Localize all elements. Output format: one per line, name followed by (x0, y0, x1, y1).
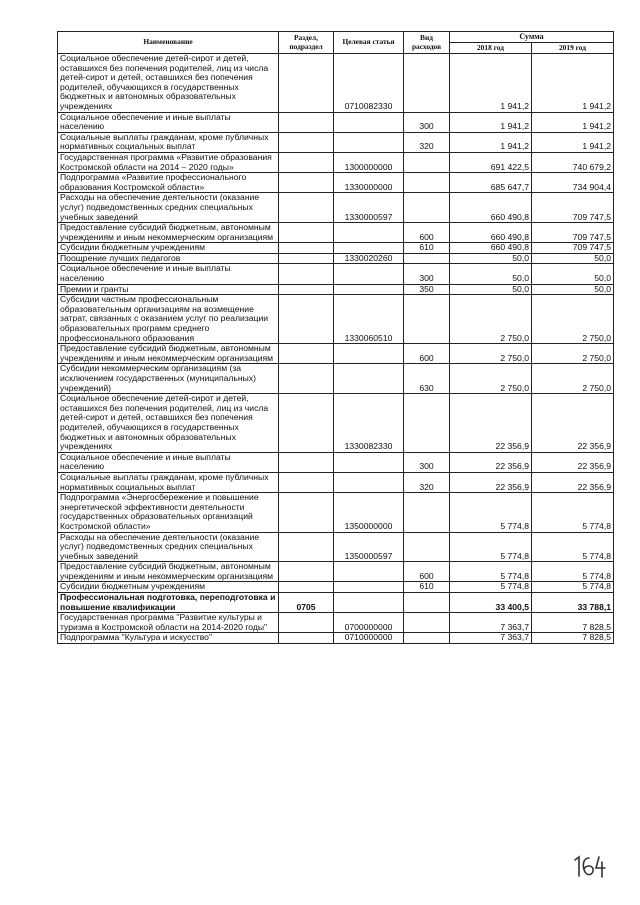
table-row (58, 243, 614, 254)
cell-y2019: 709 747,5 (532, 243, 614, 254)
cell-target (334, 112, 404, 132)
cell-section (279, 364, 334, 394)
cell-y2018: 1 941,2 (450, 112, 532, 132)
cell-type (404, 193, 450, 223)
cell-target: 0700000000 (334, 613, 404, 633)
cell-section (279, 112, 334, 132)
cell-type (404, 633, 450, 644)
cell-y2019: 1 941,2 (532, 54, 614, 113)
cell-name: Социальное обеспечение детей-сирот и детей, оставшихся без попечения родителей, лиц из числа детей-сирот и детей, оставшихся без попечения родителей, обучающихся в государственных бюджетных и автономных образовательных учреждениях (58, 54, 279, 113)
cell-y2018: 22 356,9 (450, 452, 532, 472)
cell-y2018: 2 750,0 (450, 344, 532, 364)
cell-section (279, 264, 334, 284)
cell-name: Профессиональная подготовка, переподготовка и повышение квалификации (58, 593, 279, 613)
cell-y2018: 2 750,0 (450, 364, 532, 394)
cell-type (404, 613, 450, 633)
cell-y2018: 50,0 (450, 253, 532, 264)
cell-y2019: 740 679,2 (532, 152, 614, 172)
header-section: Раздел, подраздел (279, 32, 334, 54)
cell-y2018: 33 400,5 (450, 593, 532, 613)
cell-name: Расходы на обеспечение деятельности (оказание услуг) подведомственных средних специальных учебных заведений (58, 193, 279, 223)
cell-target: 1350000000 (334, 493, 404, 532)
cell-section (279, 54, 334, 113)
cell-target (334, 364, 404, 394)
cell-name: Социальное обеспечение и иные выплаты населению (58, 452, 279, 472)
cell-y2018: 50,0 (450, 264, 532, 284)
cell-y2019: 5 774,8 (532, 582, 614, 593)
cell-y2018: 685 647,7 (450, 173, 532, 193)
cell-section (279, 173, 334, 193)
header-2018: 2018 год (450, 43, 532, 54)
cell-section (279, 284, 334, 295)
cell-y2019: 2 750,0 (532, 344, 614, 364)
cell-name: Подпрограмма "Культура и искусство" (58, 633, 279, 644)
cell-section (279, 132, 334, 152)
cell-y2018: 22 356,9 (450, 472, 532, 492)
cell-y2018: 50,0 (450, 284, 532, 295)
cell-target (334, 344, 404, 364)
table-row (58, 193, 614, 223)
cell-target: 0710082330 (334, 54, 404, 113)
header-name: Наименование (58, 32, 279, 54)
cell-y2019: 33 788,1 (532, 593, 614, 613)
cell-name: Поощрение лучших педагогов (58, 253, 279, 264)
budget-table-sheet (57, 31, 613, 644)
cell-type: 610 (404, 582, 450, 593)
cell-target: 1330000000 (334, 173, 404, 193)
cell-name: Предоставление субсидий бюджетным, автономным учреждениям и иным некоммерческим организациям (58, 344, 279, 364)
table-row (58, 132, 614, 152)
cell-type (404, 253, 450, 264)
cell-y2019: 1 941,2 (532, 112, 614, 132)
cell-name: Субсидии некоммерческим организациям (за исключением государственных (муниципальных) учреждений) (58, 364, 279, 394)
cell-type: 300 (404, 264, 450, 284)
table-row (58, 613, 614, 633)
cell-section (279, 452, 334, 472)
table-row (58, 364, 614, 394)
cell-y2018: 5 774,8 (450, 582, 532, 593)
cell-type (404, 54, 450, 113)
cell-target: 1300000000 (334, 152, 404, 172)
cell-type: 320 (404, 472, 450, 492)
cell-y2018: 7 363,7 (450, 613, 532, 633)
cell-name: Государственная программа «Развитие образования Костромской области на 2014 – 2020 годы» (58, 152, 279, 172)
cell-type: 320 (404, 132, 450, 152)
table-row (58, 394, 614, 453)
cell-y2018: 1 941,2 (450, 54, 532, 113)
cell-target (334, 582, 404, 593)
cell-y2018: 660 490,8 (450, 223, 532, 243)
cell-name: Подпрограмма «Развитие профессионального образования Костромской области» (58, 173, 279, 193)
table-row (58, 253, 614, 264)
cell-name: Социальные выплаты гражданам, кроме публичных нормативных социальных выплат (58, 132, 279, 152)
cell-type (404, 295, 450, 344)
cell-name: Субсидии бюджетным учреждениям (58, 582, 279, 593)
cell-target: 0710000000 (334, 633, 404, 644)
cell-target (334, 472, 404, 492)
cell-section (279, 295, 334, 344)
table-row (58, 173, 614, 193)
cell-type: 630 (404, 364, 450, 394)
cell-y2018: 660 490,8 (450, 193, 532, 223)
cell-target (334, 284, 404, 295)
cell-y2018: 22 356,9 (450, 394, 532, 453)
cell-y2019: 22 356,9 (532, 394, 614, 453)
cell-name: Расходы на обеспечение деятельности (оказание услуг) подведомственных средних специальных учебных заведений (58, 532, 279, 562)
cell-y2019: 7 828,5 (532, 633, 614, 644)
table-row (58, 54, 614, 113)
cell-name: Социальное обеспечение и иные выплаты населению (58, 112, 279, 132)
cell-section (279, 152, 334, 172)
table-row (58, 295, 614, 344)
budget-table (57, 31, 614, 644)
header-type: Вид расходов (404, 32, 450, 54)
cell-section (279, 493, 334, 532)
cell-section (279, 243, 334, 254)
cell-target (334, 593, 404, 613)
cell-section (279, 253, 334, 264)
cell-section (279, 633, 334, 644)
cell-section (279, 582, 334, 593)
cell-name: Социальные выплаты гражданам, кроме публичных нормативных социальных выплат (58, 472, 279, 492)
cell-name: Социальное обеспечение и иные выплаты населению (58, 264, 279, 284)
cell-section (279, 472, 334, 492)
cell-y2019: 5 774,8 (532, 562, 614, 582)
cell-target (334, 132, 404, 152)
cell-y2018: 5 774,8 (450, 493, 532, 532)
cell-y2019: 709 747,5 (532, 193, 614, 223)
cell-target: 1330000597 (334, 193, 404, 223)
cell-name: Субсидии частным профессиональным образовательным организациям на возмещение затрат, связанных с оказанием услуг по реализации образовательных программ среднего профессионального образования (58, 295, 279, 344)
cell-type: 600 (404, 344, 450, 364)
table-row (58, 562, 614, 582)
table-row (58, 452, 614, 472)
cell-target (334, 223, 404, 243)
table-row (58, 633, 614, 644)
cell-type: 300 (404, 112, 450, 132)
cell-y2018: 7 363,7 (450, 633, 532, 644)
cell-y2018: 2 750,0 (450, 295, 532, 344)
cell-section (279, 193, 334, 223)
cell-name: Предоставление субсидий бюджетным, автономным учреждениям и иным некоммерческим организациям (58, 562, 279, 582)
cell-y2019: 734 904,4 (532, 173, 614, 193)
handwritten-page-number (569, 852, 609, 880)
cell-y2019: 709 747,5 (532, 223, 614, 243)
cell-type (404, 173, 450, 193)
cell-target: 1330020260 (334, 253, 404, 264)
cell-section (279, 613, 334, 633)
cell-y2019: 1 941,2 (532, 132, 614, 152)
table-row (58, 344, 614, 364)
cell-target (334, 452, 404, 472)
cell-y2019: 2 750,0 (532, 364, 614, 394)
cell-target (334, 562, 404, 582)
cell-y2018: 5 774,8 (450, 562, 532, 582)
cell-y2019: 22 356,9 (532, 452, 614, 472)
cell-name: Субсидии бюджетным учреждениям (58, 243, 279, 254)
table-row (58, 152, 614, 172)
table-row (58, 532, 614, 562)
cell-y2018: 660 490,8 (450, 243, 532, 254)
header-target: Целевая статья (334, 32, 404, 54)
cell-type (404, 493, 450, 532)
cell-section (279, 394, 334, 453)
table-row (58, 264, 614, 284)
cell-type: 600 (404, 223, 450, 243)
cell-y2019: 50,0 (532, 264, 614, 284)
cell-section (279, 532, 334, 562)
cell-name: Социальное обеспечение детей-сирот и детей, оставшихся без попечения родителей, лиц из числа детей-сирот и детей, оставшихся без попечения родителей, обучающихся в государственных бюджетных и автономных образовательных учреждениях (58, 394, 279, 453)
header-2019: 2019 год (532, 43, 614, 54)
cell-y2019: 50,0 (532, 253, 614, 264)
cell-type (404, 394, 450, 453)
table-row (58, 284, 614, 295)
cell-y2018: 5 774,8 (450, 532, 532, 562)
table-body (58, 54, 614, 644)
cell-y2019: 5 774,8 (532, 532, 614, 562)
table-row (58, 582, 614, 593)
cell-target: 1330082330 (334, 394, 404, 453)
cell-y2019: 2 750,0 (532, 295, 614, 344)
cell-target (334, 264, 404, 284)
table-row (58, 593, 614, 613)
cell-type: 600 (404, 562, 450, 582)
cell-target: 1330060510 (334, 295, 404, 344)
cell-y2019: 5 774,8 (532, 493, 614, 532)
cell-section (279, 344, 334, 364)
cell-y2019: 7 828,5 (532, 613, 614, 633)
cell-section (279, 562, 334, 582)
cell-target: 1350000597 (334, 532, 404, 562)
cell-section: 0705 (279, 593, 334, 613)
cell-type: 350 (404, 284, 450, 295)
table-row (58, 223, 614, 243)
cell-type (404, 532, 450, 562)
cell-name: Предоставление субсидий бюджетным, автономным учреждениям и иным некоммерческим организациям (58, 223, 279, 243)
cell-y2018: 691 422,5 (450, 152, 532, 172)
cell-type (404, 593, 450, 613)
cell-y2018: 1 941,2 (450, 132, 532, 152)
cell-y2019: 22 356,9 (532, 472, 614, 492)
table-row (58, 493, 614, 532)
cell-type: 300 (404, 452, 450, 472)
cell-section (279, 223, 334, 243)
cell-type (404, 152, 450, 172)
table-row (58, 112, 614, 132)
table-row (58, 472, 614, 492)
header-sum: Сумма (450, 32, 614, 43)
cell-name: Государственная программа "Развитие культуры и туризма в Костромской области на 2014-2020 годы" (58, 613, 279, 633)
cell-name: Подпрограмма «Энергосбережение и повышение энергетической эффективности деятельности государственных образовательных организаций Костромской области» (58, 493, 279, 532)
cell-type: 610 (404, 243, 450, 254)
cell-y2019: 50,0 (532, 284, 614, 295)
cell-target (334, 243, 404, 254)
cell-name: Премии и гранты (58, 284, 279, 295)
